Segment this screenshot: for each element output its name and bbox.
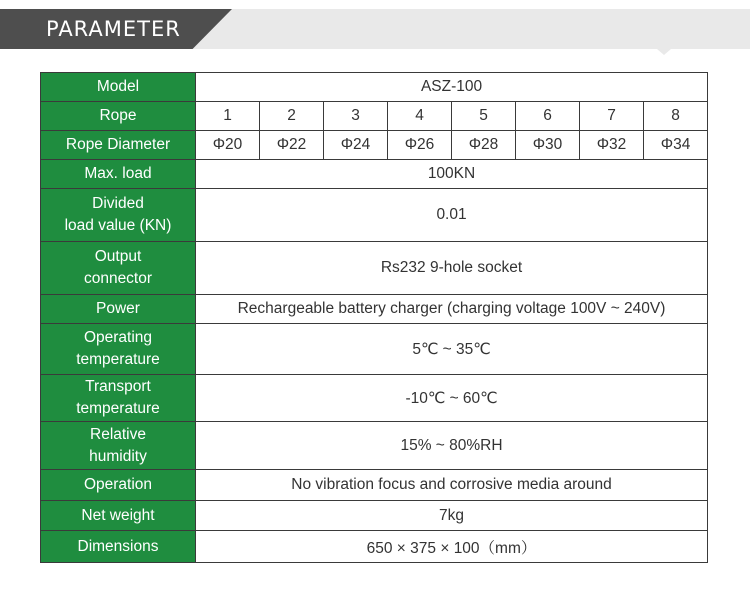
label-operation: Operation — [41, 470, 196, 501]
row-relative-humidity — [41, 422, 708, 470]
label-line: Output — [94, 248, 142, 265]
value-transport-temperature: -10℃ ~ 60℃ — [196, 375, 708, 422]
rope-cell: 8 — [644, 102, 708, 131]
row-operation — [41, 470, 708, 501]
value-max-load: 100KN — [196, 160, 708, 189]
label-divided-load — [41, 189, 196, 242]
label-line: Divided — [92, 195, 144, 212]
value-dimensions: 650 × 375 × 100（mm） — [196, 531, 708, 563]
row-rope — [41, 102, 708, 131]
rope-cell: 5 — [452, 102, 516, 131]
rope-cell: 2 — [260, 102, 324, 131]
row-operating-temperature — [41, 324, 708, 375]
diameter-cell: Φ30 — [516, 131, 580, 160]
row-net-weight — [41, 501, 708, 531]
diameter-cell: Φ22 — [260, 131, 324, 160]
label-rope-diameter: Rope Diameter — [41, 131, 196, 160]
label-rope: Rope — [41, 102, 196, 131]
diameter-cell: Φ34 — [644, 131, 708, 160]
value-operation: No vibration focus and corrosive media around — [196, 470, 708, 501]
value-output-connector: Rs232 9-hole socket — [196, 242, 708, 295]
label-line: Relative — [90, 425, 146, 443]
label-relative-humidity — [41, 422, 196, 470]
label-line: Operating — [83, 329, 153, 346]
diameter-cell: Φ24 — [324, 131, 388, 160]
rope-cell: 7 — [580, 102, 644, 131]
label-operating-temperature — [41, 324, 196, 375]
label-power: Power — [41, 295, 196, 324]
section-title: PARAMETER — [46, 17, 181, 41]
row-rope-diameter — [41, 131, 708, 160]
label-dimensions: Dimensions — [41, 531, 196, 563]
value-net-weight: 7kg — [196, 501, 708, 531]
rope-cell: 6 — [516, 102, 580, 131]
label-line: Transport — [85, 378, 151, 395]
parameter-table — [40, 72, 708, 563]
row-max-load — [41, 160, 708, 189]
label-line: connector — [83, 270, 153, 287]
diameter-cell: Φ20 — [196, 131, 260, 160]
row-model — [41, 73, 708, 102]
row-power — [41, 295, 708, 324]
rope-cell: 1 — [196, 102, 260, 131]
row-divided-load — [41, 189, 708, 242]
diameter-cell: Φ32 — [580, 131, 644, 160]
rope-cell: 3 — [324, 102, 388, 131]
label-model: Model — [41, 73, 196, 102]
label-line: load value (KN) — [64, 217, 172, 234]
diameter-cell: Φ26 — [388, 131, 452, 160]
label-transport-temperature — [41, 375, 196, 422]
value-model: ASZ-100 — [196, 73, 708, 102]
diameter-cell: Φ28 — [452, 131, 516, 160]
row-transport-temperature — [41, 375, 708, 422]
value-operating-temperature: 5℃ ~ 35℃ — [196, 324, 708, 375]
label-max-load: Max. load — [41, 160, 196, 189]
label-net-weight: Net weight — [41, 501, 196, 531]
label-line: humidity — [89, 447, 147, 465]
row-output-connector — [41, 242, 708, 295]
value-power: Rechargeable battery charger (charging voltage 100V ~ 240V) — [196, 295, 708, 324]
rope-cell: 4 — [388, 102, 452, 131]
value-divided-load: 0.01 — [196, 189, 708, 242]
label-output-connector — [41, 242, 196, 295]
row-dimensions — [41, 531, 708, 563]
value-relative-humidity: 15% ~ 80%RH — [196, 422, 708, 470]
banner-notch — [657, 49, 671, 55]
label-line: temperature — [76, 351, 160, 368]
label-line: temperature — [76, 400, 160, 417]
